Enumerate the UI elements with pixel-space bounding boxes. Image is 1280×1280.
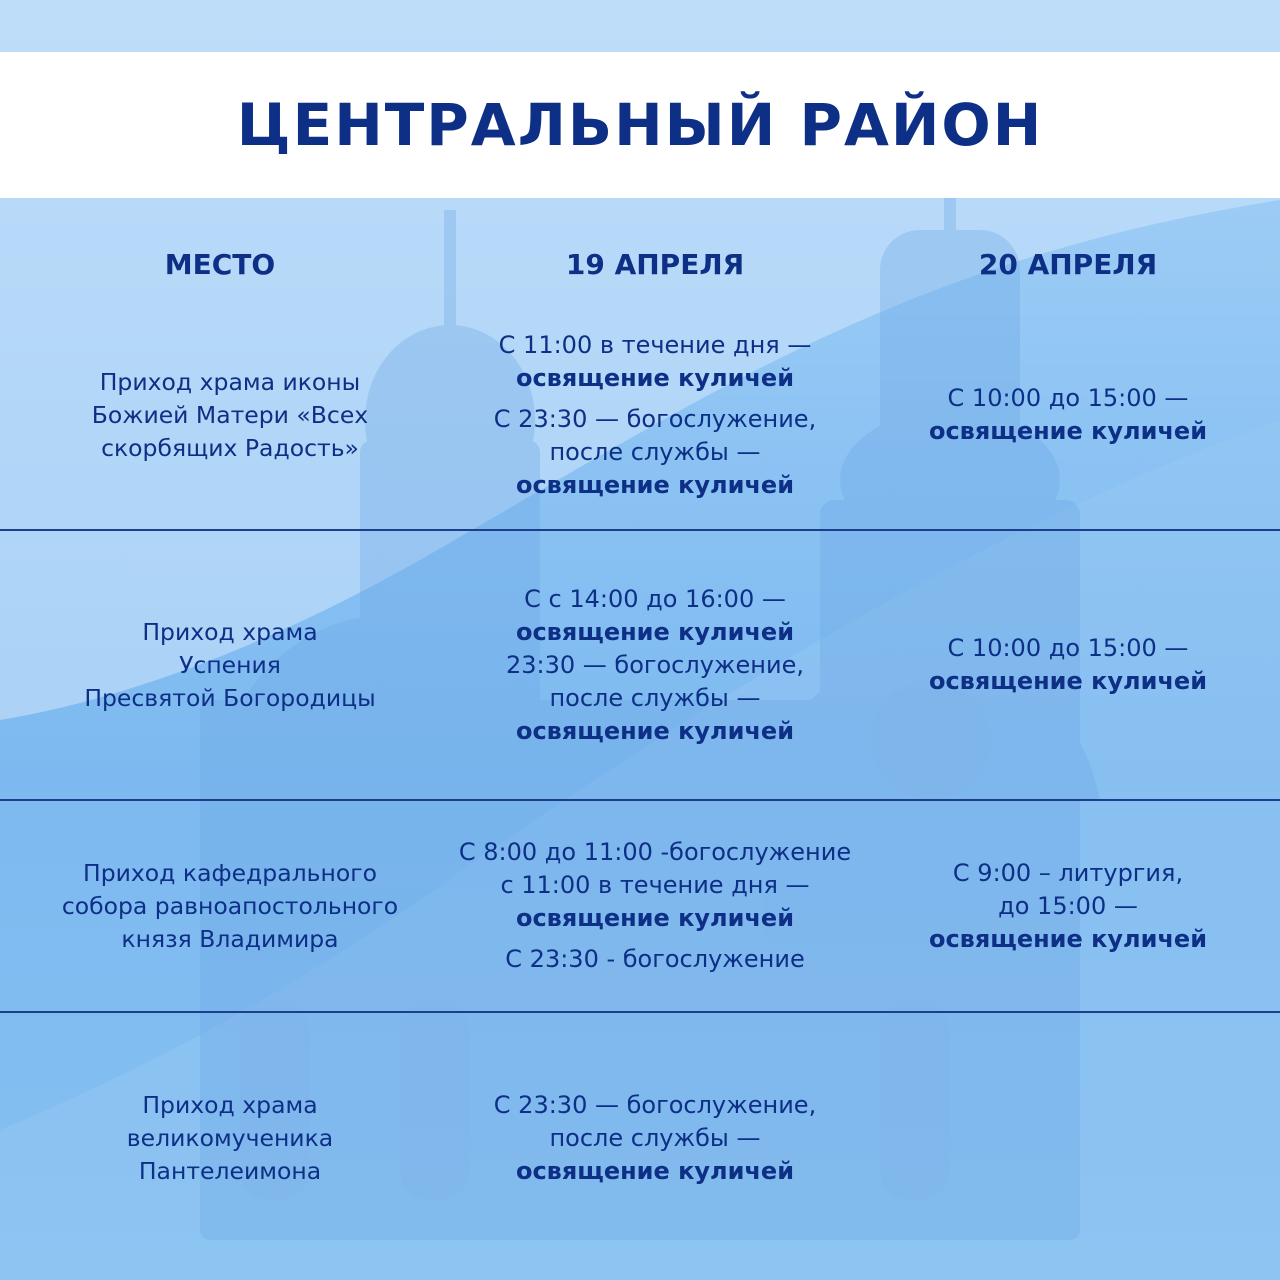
table-row-4-april-19: С 23:30 — богослужение, после службы — освящение куличей [493,1090,817,1185]
column-header-place: МЕСТО [164,248,276,281]
table-row-3-place: Приход кафедрального собора равноапостольного князя Владимира [61,858,399,953]
column-header-april-19: 19 АПРЕЛЯ [565,248,745,281]
table-row-3-april-20: С 9:00 – литургия, до 15:00 — освящение куличей [928,858,1208,953]
table-row-2-april-19: С с 14:00 до 16:00 — освящение куличей 23:30 — богослужение, после службы — освящение куличей [505,584,804,745]
table-row-1-april-19: С 11:00 в течение дня — освящение куличей С 23:30 — богослужение, после службы — освящение куличей [493,330,817,499]
table-row-1-april-20: С 10:00 до 15:00 — освящение куличей [928,384,1208,445]
table-row-1-place: Приход храма иконы Божией Матери «Всех скорбящих Радость» [91,367,369,462]
table-row-3-april-19: С 8:00 до 11:00 -богослужение с 11:00 в течение дня — освящение куличей С 23:30 - богослужение [458,838,852,973]
table-row-4-place: Приход храма великомученика Пантелеимона [126,1090,334,1185]
title-band [0,52,1280,198]
column-header-april-20: 20 АПРЕЛЯ [978,248,1158,281]
table-row-2-place: Приход храма Успения Пресвятой Богородицы [84,617,376,712]
table-row-2-april-20: С 10:00 до 15:00 — освящение куличей [928,634,1208,695]
page-title: ЦЕНТРАЛЬНЫЙ РАЙОН [236,91,1044,159]
